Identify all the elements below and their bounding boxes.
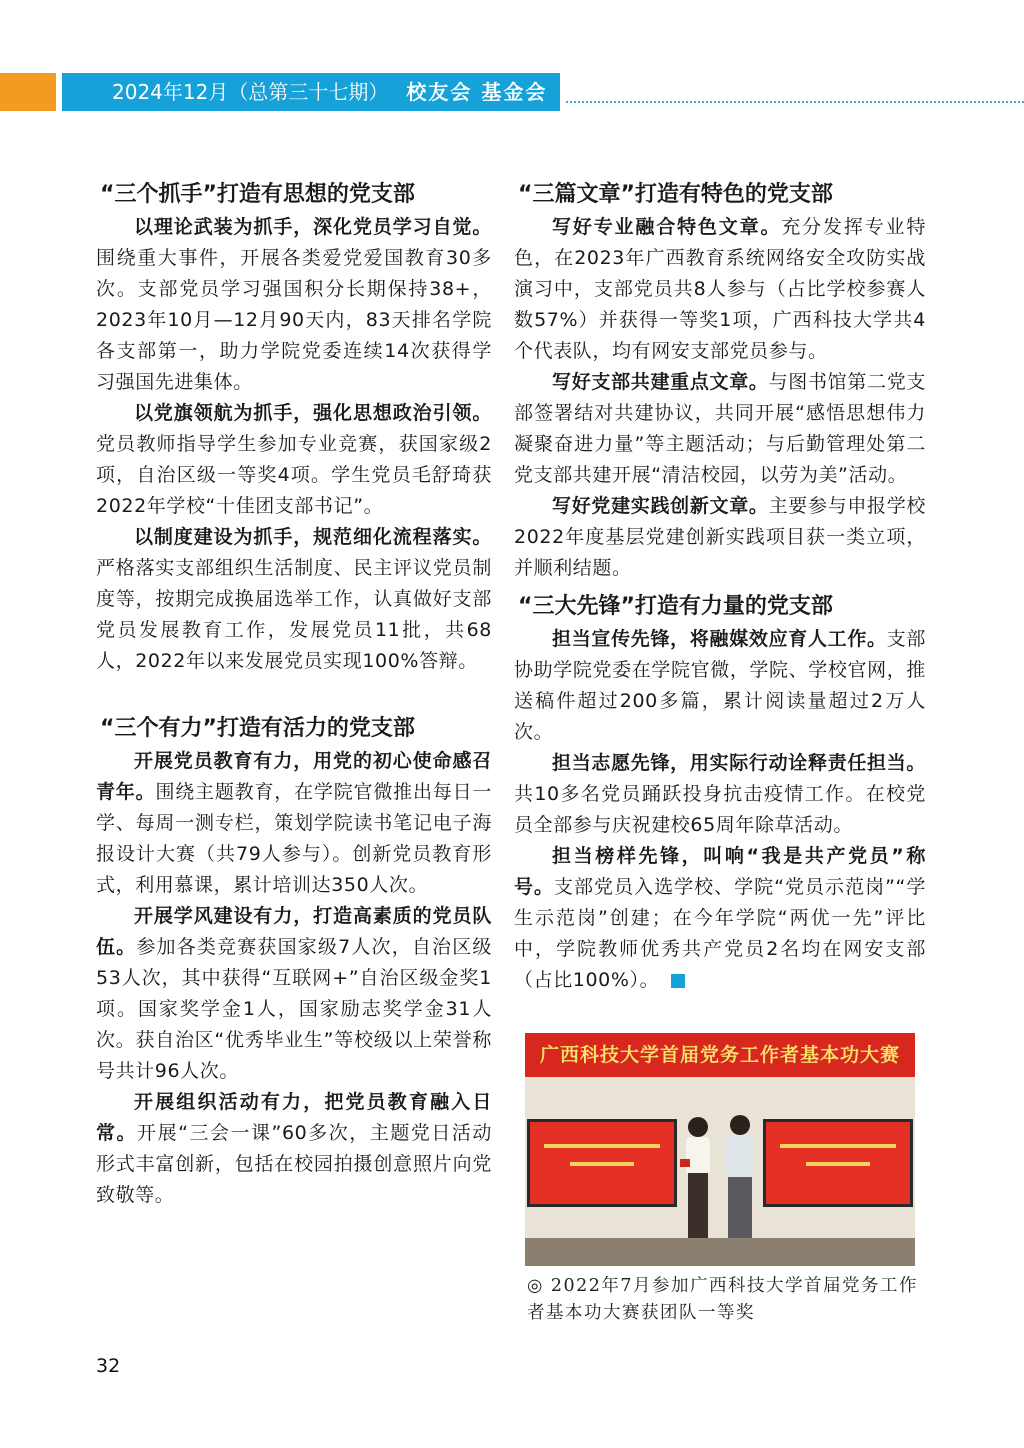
photo-screen-right	[763, 1119, 913, 1207]
paragraph-text: 与图书馆第二党支部签署结对共建协议，共同开展“感悟思想伟力 凝聚奋进力量”等主题活动；与后勤管理处第二党支部共建开展“清洁校园，以劳为美”活动。	[514, 371, 946, 486]
paragraph-lead: 开展学风建设有力，打造高素质的党员队伍。	[96, 905, 492, 958]
paragraph	[514, 841, 926, 996]
left-column	[96, 178, 492, 1211]
paragraph	[514, 367, 946, 491]
header-bar	[62, 73, 560, 111]
paragraph-lead: 担当宣传先锋，将融媒效应育人工作。	[552, 628, 887, 650]
paragraph-text: 支部党员入选学校、学院“党员示范岗”“学生示范岗”创建；在今年学院“两优一先”评比中，学院教师优秀共产党员2名均在网安支部（占比100%）。	[514, 876, 927, 991]
column-label: 校友会 基金会	[406, 80, 548, 104]
header-dotted-rule	[566, 101, 1024, 103]
paragraph-text: 共10多名党员踊跃投身抗击疫情工作。在校党员全部参与庆祝建校65周年除草活动。	[514, 783, 926, 836]
paragraph-text: 严格落实支部组织生活制度、民主评议党员制度等，按期完成换届选举工作，认真做好支部党员发展教育工作，发展党员11批，共68人，2022年以来发展党员实现100%答辩。	[96, 557, 492, 672]
paragraph-text: 围绕重大事件，开展各类爱党爱国教育30多次。支部党员学习强国积分长期保持38+，2023年10月—12月90天内，83天排名学院各支部第一，助力学院党委连续14次获得学习强国先进集体。	[96, 247, 492, 393]
section-title-three-strengths: “三个有力”打造有活力的党支部	[100, 716, 415, 741]
issue-label: 2024年12月（总第三十七期）	[112, 80, 389, 104]
paragraph	[96, 901, 492, 1087]
screen-line	[570, 1162, 634, 1166]
paragraph-lead: 写好支部共建重点文章。	[552, 371, 769, 393]
paragraph-text: 围绕主题教育，在学院官微推出每日一学、每周一测专栏，策划学院读书笔记电子海报设计大赛（共79人参与）。创新党员教育形式，利用慕课，累计培训达350人次。	[96, 781, 492, 896]
paragraph	[96, 1087, 492, 1211]
paragraph-text: 开展“三会一课”60多次，主题党日活动形式丰富创新，包括在校园拍摄创意照片向党致敬等。	[96, 1122, 493, 1206]
paragraph-text: 充分发挥专业特色，在2023年广西教育系统网络安全攻防实战演习中，支部党员共8人参与（占比学校参赛人数57%）并获得一等奖1项，广西科技大学共4个代表队，均有网安支部党员参与。	[514, 216, 926, 362]
paragraph-text: 主要参与申报学校2022年度基层党建创新实践项目获一类立项，并顺利结题。	[514, 495, 926, 579]
section-gap	[96, 677, 492, 712]
paragraph-lead: 开展党员教育有力，用党的初心使命感召青年。	[96, 750, 492, 803]
article-end-mark	[671, 974, 685, 988]
page-number: 32	[96, 1355, 121, 1377]
section-title-three-articles: “三篇文章”打造有特色的党支部	[518, 182, 833, 207]
paragraph	[96, 746, 492, 901]
paragraph	[96, 212, 492, 398]
photo-banner: 广西科技大学首届党务工作者基本功大赛	[525, 1033, 915, 1077]
paragraph-text: 党员教师指导学生参加专业竞赛，获国家级2项，自治区级一等奖4项。学生党员毛舒琦获2022年学校“十佳团支部书记”。	[96, 433, 492, 517]
paragraph-lead: 写好党建实践创新文章。	[552, 495, 769, 517]
paragraph-lead: 以理论武装为抓手，深化党员学习自觉。	[134, 216, 492, 238]
screen-line	[806, 1162, 870, 1166]
paragraph-lead: 开展组织活动有力，把党员教育融入日常。	[96, 1091, 492, 1144]
paragraph	[96, 398, 492, 522]
paragraph-lead: 以制度建设为抓手，规范细化流程落实。	[134, 526, 492, 548]
paragraph-text: 支部协助学院党委在学院官微，学院、学校官网，推送稿件超过200多篇，累计阅读量超过2万人次。	[514, 628, 927, 743]
screen-line	[780, 1144, 896, 1148]
paragraph-lead: 担当志愿先锋，用实际行动诠释责任担当。	[552, 752, 926, 774]
right-column	[514, 178, 946, 996]
paragraph	[514, 748, 926, 841]
section-title-three-levers: “三个抓手”打造有思想的党支部	[100, 182, 415, 207]
paragraph-text: 参加各类竞赛获国家级7人次，自治区级53人次，其中获得“互联网+”自治区级金奖1项。国家奖学金1人，国家励志奖学金31人次。获自治区“优秀毕业生”等校级以上荣誉称号共计96人次。	[96, 936, 493, 1082]
photo-screen-left	[527, 1119, 677, 1207]
photo-floor	[525, 1238, 915, 1266]
paragraph-lead: 以党旗领航为抓手，强化思想政治引领。	[134, 402, 492, 424]
section-title-three-vanguards: “三大先锋”打造有力量的党支部	[518, 594, 833, 619]
paragraph	[514, 212, 926, 367]
paragraph-lead: 写好专业融合特色文章。	[552, 216, 782, 238]
paragraph	[514, 624, 926, 748]
paragraph	[514, 491, 926, 584]
award-photo	[525, 1033, 915, 1266]
screen-line	[544, 1144, 660, 1148]
paragraph	[96, 522, 492, 677]
header-orange-block	[0, 73, 56, 111]
paragraph-lead: 担当榜样先锋，叫响“我是共产党员”称号。	[514, 845, 926, 898]
photo-caption: ◎ 2022年7月参加广西科技大学首届党务工作者基本功大赛获团队一等奖	[527, 1276, 919, 1323]
